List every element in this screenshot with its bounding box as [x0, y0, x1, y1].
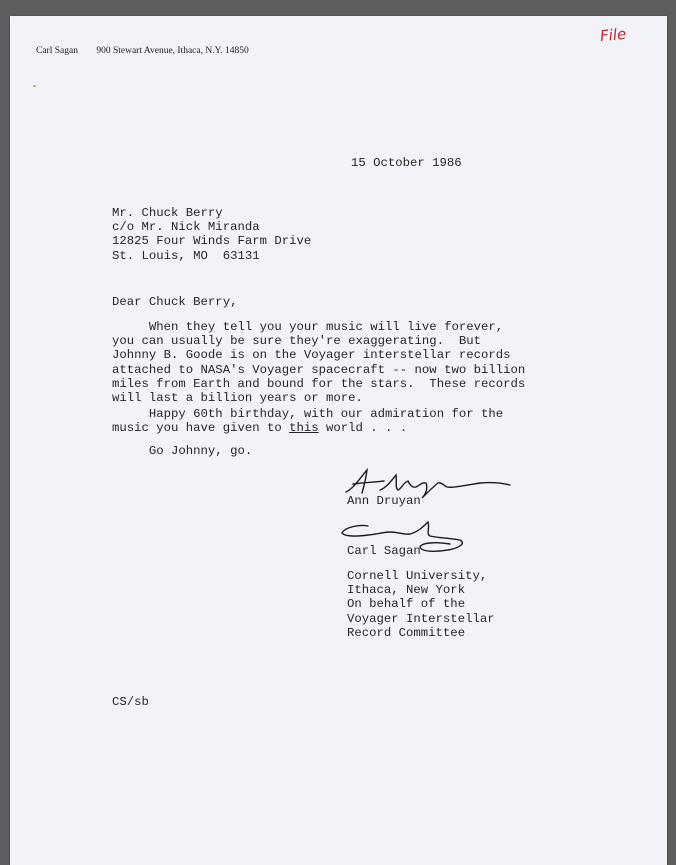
affiliation-line: Cornell University,: [347, 569, 488, 583]
affiliation-line: Voyager Interstellar: [347, 611, 495, 626]
affiliation-line: Record Committee: [347, 625, 466, 640]
body-line: miles from Earth and bound for the stars. These records: [112, 376, 526, 391]
body-text: world . . .: [318, 421, 408, 436]
underlined-word: this: [289, 421, 319, 436]
typist-initials: CS/sb: [112, 695, 149, 709]
letter-page: [10, 16, 667, 865]
signatory-name: Ann Druyan: [347, 494, 421, 508]
affiliation-line: Ithaca, New York: [347, 583, 466, 598]
body-line: you can usually be sure they're exaggerating. But: [112, 334, 481, 349]
letterhead: [36, 46, 249, 56]
body-line: attached to NASA's Voyager spacecraft -- now two billion: [112, 362, 526, 377]
address-line: St. Louis, MO 63131: [112, 248, 260, 263]
body-paragraph-1: [112, 320, 525, 405]
affiliation-block: [347, 569, 495, 640]
address-line: c/o Mr. Nick Miranda: [112, 220, 260, 235]
letter-date: 15 October 1986: [351, 156, 462, 170]
body-line: Happy 60th birthday, with our admiration for the: [112, 407, 504, 421]
address-line: 12825 Four Winds Farm Drive: [112, 234, 312, 249]
body-line: will last a billion years or more.: [112, 391, 363, 406]
address-line: Mr. Chuck Berry: [112, 206, 223, 220]
letterhead-address: 900 Stewart Avenue, Ithaca, N.Y. 14850: [96, 46, 249, 56]
file-annotation: File: [599, 24, 627, 46]
salutation: Dear Chuck Berry,: [112, 295, 238, 309]
letterhead-name: Carl Sagan: [36, 46, 78, 56]
recipient-address: [112, 206, 311, 263]
closing-line: Go Johnny, go.: [112, 444, 253, 458]
body-text: music you have given to: [112, 421, 290, 436]
paper-speck: [33, 85, 36, 87]
body-paragraph-2: [112, 407, 503, 435]
signatory-name: Carl Sagan: [347, 544, 421, 558]
body-line: Johnny B. Goode is on the Voyager interstellar records: [112, 348, 511, 363]
affiliation-line: On behalf of the: [347, 597, 466, 612]
body-line: [112, 421, 503, 435]
body-line: When they tell you your music will live forever,: [112, 320, 504, 334]
